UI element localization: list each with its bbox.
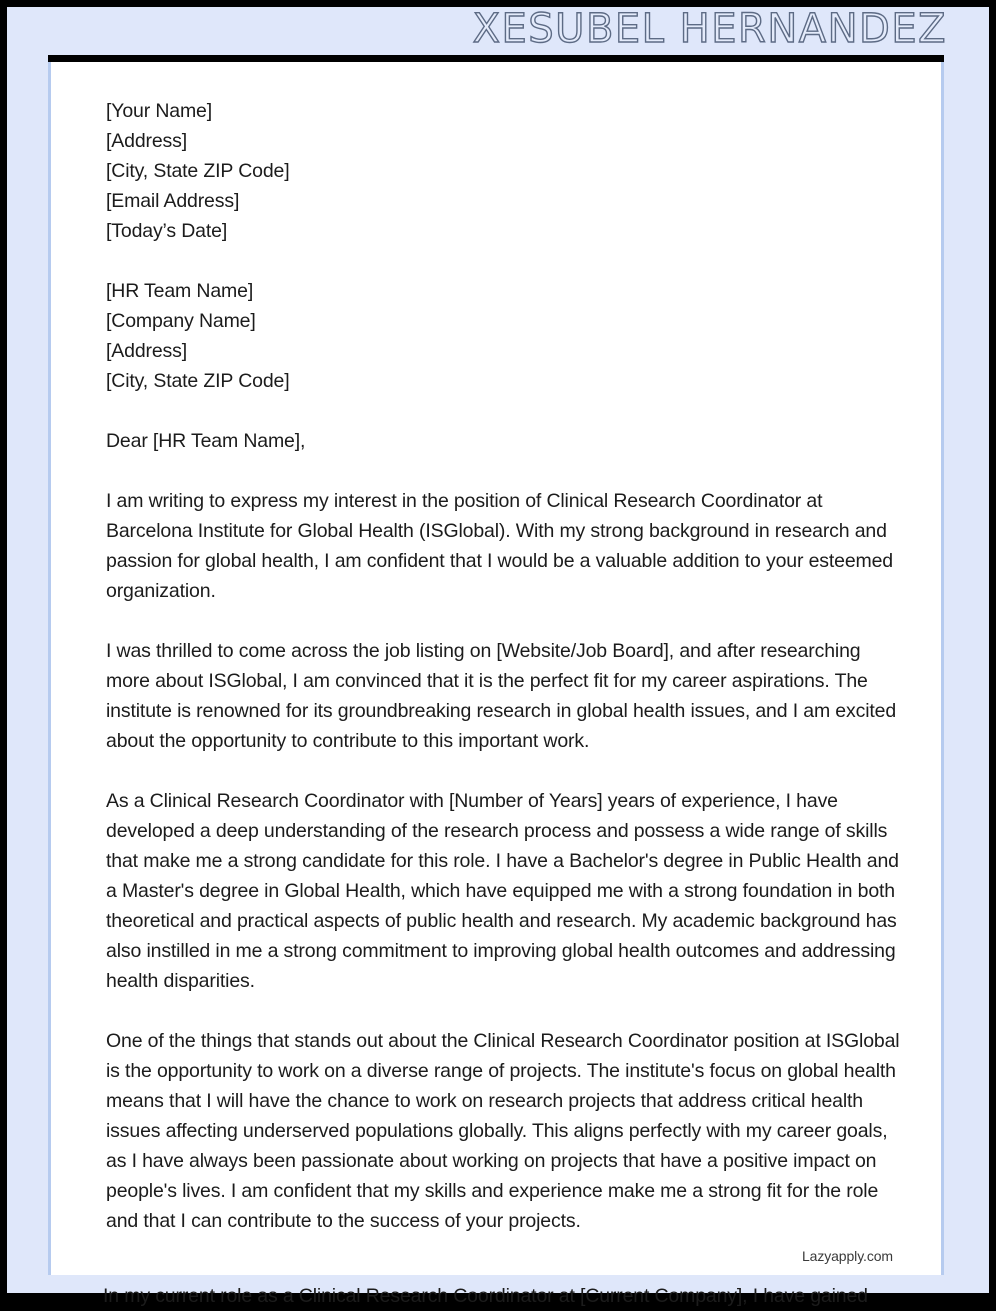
body-paragraph: I was thrilled to come across the job listing on [Website/Job Board], and after researching more about ISGlobal, I am convinced that it is the perfect fit for my career aspirations. The institute is renowned for its groundbreaking research in global health issues, and I am excited about the opportunity to contribute to this important work. [106, 640, 897, 752]
body-paragraph: As a Clinical Research Coordinator with [Number of Years] years of experience, I have developed a deep understanding of the research process and possess a wide range of skills that make me a strong candidate for this role. I have a Bachelor's degree in Public Health and a Master's degree in Global Health, which have equipped me with a strong foundation in both theoretical and practical aspects of public health and research. My academic background has also instilled in me a strong commitment to improving global health outcomes and addressing health disparities. [106, 790, 899, 992]
sender-address-block [106, 96, 906, 246]
sender-line: [Address] [106, 130, 188, 152]
sender-line: [Your Name] [106, 100, 213, 122]
letter-page [48, 62, 944, 1275]
document-header-band [7, 7, 989, 55]
salutation [106, 426, 906, 456]
body-paragraph: One of the things that stands out about the Clinical Research Coordinator position at ISGlobal is the opportunity to work on a diverse range of projects. The institute's focus on global health means that I will have the chance to work on research projects that address critical health issues affecting underserved populations globally. This aligns perfectly with my career goals, as I have always been passionate about working on projects that have a positive impact on people's lives. I am confident that my skills and experience make me a strong fit for the role and that I can contribute to the success of your projects. [106, 1030, 900, 1232]
recipient-line: [City, State ZIP Code] [106, 370, 290, 392]
salutation-line: Dear [HR Team Name], [106, 430, 306, 452]
watermark-label: Lazyapply.com [801, 1248, 893, 1264]
body-paragraph: I am writing to express my interest in the position of Clinical Research Coordinator at Barcelona Institute for Global Health (ISGlobal). With my strong background in research and passion for global health, I am confident that I would be a valuable addition to your esteemed organization. [106, 490, 894, 602]
recipient-address-block [106, 276, 906, 396]
document-workspace [7, 6, 989, 1307]
letter-body [106, 96, 906, 1266]
sender-line: [Today’s Date] [106, 220, 228, 242]
page-top-rule [48, 55, 944, 62]
recipient-line: [Address] [106, 340, 188, 362]
recipient-line: [Company Name] [106, 310, 256, 332]
document-title: XESUBEL HERNANDEZ [472, 6, 947, 52]
recipient-line: [HR Team Name] [106, 280, 254, 302]
next-page-first-line: In my current role as a Clinical Research Coordinator at [Current Company], I have gained [103, 1285, 868, 1307]
sender-line: [City, State ZIP Code] [106, 160, 290, 182]
sender-line: [Email Address] [106, 190, 240, 212]
